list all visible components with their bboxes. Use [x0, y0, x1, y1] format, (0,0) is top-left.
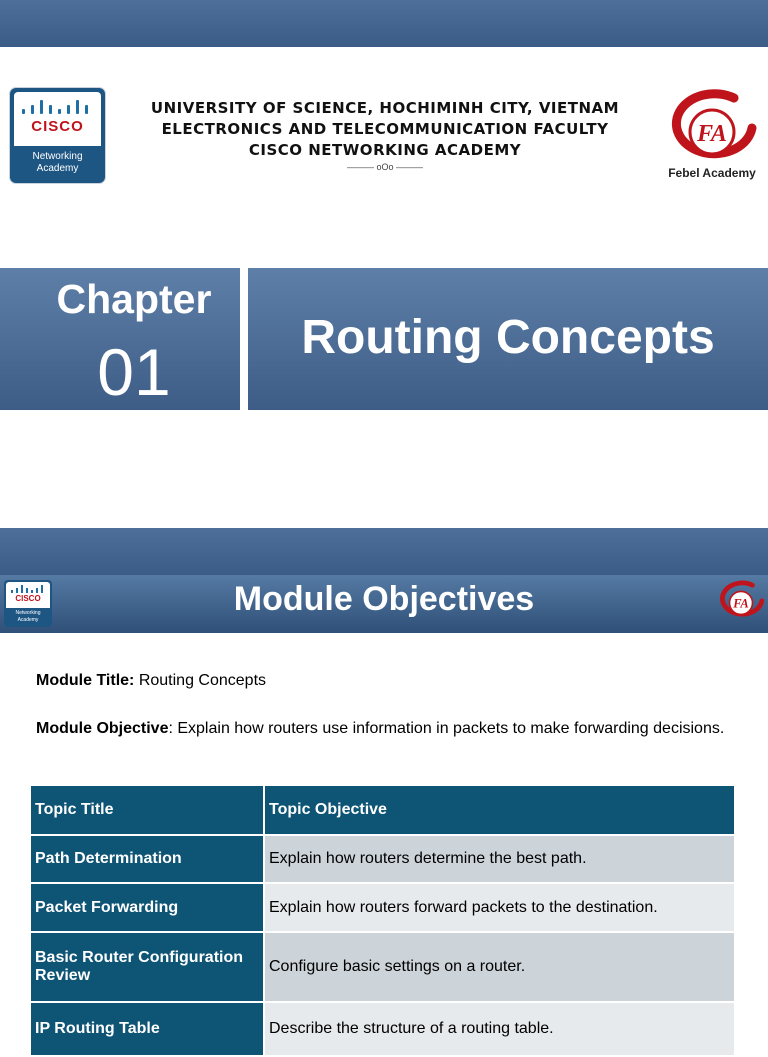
svg-text:FA: FA [733, 596, 749, 611]
fa-letters: FA [697, 121, 727, 147]
topic-title-cell: IP Routing Table [30, 1002, 264, 1056]
chapter-number: 01 [97, 335, 171, 409]
topic-title-cell: Path Determination [30, 835, 264, 883]
topic-objective-cell: Configure basic settings on a router. [264, 932, 735, 1002]
module-objective-label: Module Objective [36, 720, 169, 737]
topic-title-cell: Basic Router Configuration Review [30, 932, 264, 1002]
header-line-faculty: ELECTRONICS AND TELECOMMUNICATION FACULTY [161, 120, 609, 138]
chapter-label: Chapter [56, 276, 212, 322]
febel-academy-small-logo [716, 580, 766, 630]
table-header-row [30, 786, 735, 835]
cisco-networking-academy-logo [10, 88, 105, 183]
topic-objective-cell: Explain how routers forward packets to the destination. [264, 883, 735, 932]
cisco-logo-subtitle: Networking Academy [32, 151, 83, 174]
cisco-small-subtitle: Networking Academy [15, 610, 41, 623]
module-title [36, 672, 736, 690]
cisco-logo-word: CISCO [31, 118, 84, 135]
top-banner [0, 0, 768, 47]
topic-objective-cell: Describe the structure of a routing table. [264, 1002, 735, 1056]
header-line-academy: CISCO NETWORKING ACADEMY [248, 141, 522, 159]
header-line-university: UNIVERSITY OF SCIENCE, HOCHIMINH CITY, VIETNAM [150, 99, 620, 117]
header-topic-title: Topic Title [30, 786, 264, 835]
cisco-bars-icon [22, 98, 92, 114]
febel-academy-caption: Febel Academy [668, 166, 756, 180]
slide2-top-banner [0, 528, 768, 575]
table-row [30, 1002, 735, 1056]
slide2-title: Module Objectives [233, 580, 535, 618]
module-title-value: Routing Concepts [138, 672, 267, 689]
topic-objective-cell: Explain how routers determine the best path. [264, 835, 735, 883]
table-row [30, 835, 735, 883]
header-ornament: ——— oOo ——— [346, 162, 423, 172]
module-title-label: Module Title: [36, 672, 135, 689]
table-row [30, 883, 735, 932]
chapter-title: Routing Concepts [301, 311, 715, 364]
topic-title-cell: Packet Forwarding [30, 883, 264, 932]
module-objective-value: : Explain how routers use information in packets to make forwarding decisions. [168, 720, 725, 737]
cisco-small-word: CISCO [15, 594, 41, 603]
table-row [30, 932, 735, 1002]
module-objective [36, 718, 736, 740]
institution-header [110, 98, 660, 161]
topics-table [29, 786, 736, 1057]
header-topic-objective: Topic Objective [264, 786, 735, 835]
